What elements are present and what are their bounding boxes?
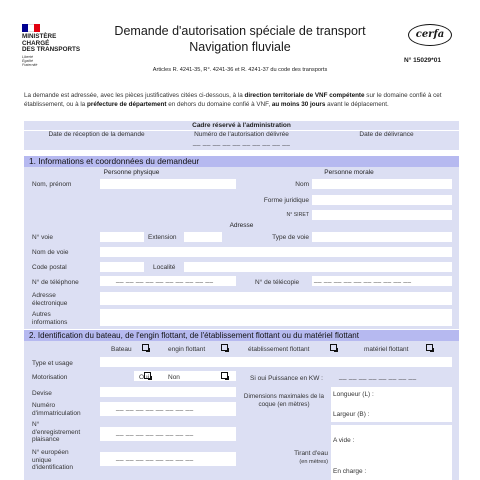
num-immat-label [32, 402, 81, 417]
autres-info-field[interactable] [100, 309, 452, 326]
oui-label: Oui [139, 374, 150, 381]
label-line: Adresse [32, 292, 56, 299]
admin-col-number: Numéro de l'autorisation délivrée [194, 131, 289, 138]
cerfa-logo: cerfa [408, 24, 452, 46]
siret-field[interactable] [312, 210, 452, 220]
legal-articles: Articles R. 4241-35, R°. 4241-36 et R. 4241-37 du code des transports [152, 67, 328, 73]
nom-field[interactable] [312, 179, 452, 189]
motto-line: Égalité [22, 59, 33, 64]
materiel-label: matériel flottant [364, 346, 409, 353]
puissance-field[interactable]: __ __ __ __ __ __ __ __ [339, 373, 417, 380]
etablissement-label: établissement flottant [248, 346, 310, 353]
autres-info-label [32, 311, 67, 326]
puissance-label: Si oui Puissance en KW : [250, 375, 323, 382]
intro-bold: préfecture de département [87, 100, 167, 108]
section2-header: 2. Identification du bateau, de l'engin flottant, de l'établissement flottant ou du matériel flottant [24, 330, 459, 341]
motorisation-label: Motorisation [32, 374, 68, 381]
admin-number-field[interactable]: __ __ __ __ __ __ __ __ __ __ [192, 139, 291, 146]
label-line: N° européen [32, 449, 69, 456]
type-usage-field[interactable] [100, 357, 452, 367]
label-line: d'enregistrement [32, 428, 81, 436]
label-line: d'immatriculation [32, 409, 81, 417]
form-number: N° 15029*01 [404, 57, 441, 64]
n-voie-field[interactable] [100, 232, 144, 242]
localite-field[interactable] [184, 262, 452, 272]
admin-title: Cadre réservé à l'administration [192, 122, 291, 129]
intro-paragraph [24, 92, 459, 110]
adresse-header: Adresse [229, 222, 254, 229]
motto-line: Fraternité [22, 63, 38, 68]
intro-text: en dehors du domaine confié à VNF, [166, 100, 272, 108]
intro-text: La demande est adressée, avec les pièces justificatives citées ci-dessous, à la [24, 92, 245, 99]
bateau-checkbox[interactable] [142, 344, 149, 351]
republic-motto [22, 55, 37, 68]
engin-label: engin flottant [168, 346, 206, 353]
type-voie-label: Type de voie [272, 234, 309, 241]
label-line: électronique [32, 299, 68, 307]
ministry-line: MINISTÈRE [22, 33, 57, 40]
materiel-checkbox[interactable] [426, 344, 433, 351]
ministry-line: DES TRANSPORTS [22, 46, 81, 54]
form-title: Demande d'autorisation spéciale de transport [114, 24, 366, 38]
localite-label: Localité [153, 264, 176, 271]
engin-checkbox[interactable] [221, 344, 228, 351]
num-europeen-label [32, 449, 73, 472]
intro-text: avant le déplacement. [325, 100, 389, 108]
label-line: d'identification [32, 464, 73, 471]
telephone-dashes: __ __ __ __ __ __ __ __ __ __ [116, 276, 214, 283]
label-line: Autres [32, 311, 51, 318]
num-enreg-label [32, 421, 80, 444]
code-postal-field[interactable] [100, 262, 144, 272]
tirant-unit: (en mètres) [299, 459, 328, 465]
ministry-name [22, 34, 80, 54]
code-postal-label: Code postal [32, 264, 67, 271]
marianne-flag-icon [22, 24, 40, 32]
intro-text: sur le domaine confié à cet établissement, ou à la [24, 92, 442, 108]
non-label: Non [168, 374, 180, 381]
intro-bold: au moins 30 jours [271, 100, 326, 108]
nom-voie-label: Nom de voie [32, 249, 69, 256]
telephone-label: N° de téléphone [32, 279, 79, 286]
label-line: unique [32, 456, 52, 464]
admin-col-reception: Date de réception de la demande [48, 131, 145, 138]
num-enreg-dashes: __ __ __ __ __ __ __ __ [116, 429, 194, 436]
longueur-label: Longueur (L) : [333, 391, 374, 398]
n-voie-label: N° voie [32, 234, 54, 241]
telecopie-dashes: __ __ __ __ __ __ __ __ __ __ [314, 276, 412, 283]
label-line: Numéro [32, 402, 56, 409]
largeur-label: Largeur (B) : [333, 411, 370, 418]
type-usage-label: Type et usage [32, 360, 73, 367]
type-voie-field[interactable] [312, 232, 452, 242]
nom-prenom-label: Nom, prénom [32, 181, 72, 188]
num-immat-dashes: __ __ __ __ __ __ __ __ [116, 404, 194, 411]
intro-bold: direction territoriale de VNF compétente [244, 92, 365, 99]
adresse-elec-label [32, 292, 67, 307]
extension-label: Extension [148, 234, 177, 241]
extension-field[interactable] [184, 232, 222, 242]
dimensions-label: Dimensions maximales de la coque (en mètres) [243, 393, 325, 408]
non-checkbox[interactable] [221, 372, 228, 379]
person-physical-label: Personne physique [103, 169, 160, 176]
forme-juridique-label: Forme juridique [263, 197, 309, 204]
tirant-label: Tirant d'eau [294, 450, 328, 457]
form-subtitle: Navigation fluviale [189, 40, 291, 54]
devise-label: Devise [32, 390, 52, 397]
etablissement-checkbox[interactable] [330, 344, 337, 351]
admin-col-date: Date de délivrance [359, 131, 414, 138]
siret-label: N° SIRET [286, 212, 309, 218]
telecopie-label: N° de télécopie [255, 279, 300, 286]
ministry-line: CHARGÉ [22, 39, 50, 47]
label-line: informations [32, 318, 68, 326]
person-moral-label: Personne morale [324, 169, 374, 176]
en-charge-label: En charge : [333, 468, 367, 475]
forme-juridique-field[interactable] [312, 195, 452, 205]
nom-prenom-field[interactable] [100, 179, 236, 189]
label-line: N° [32, 421, 40, 428]
adresse-elec-field[interactable] [100, 292, 452, 305]
label-line: plaisance [32, 436, 60, 443]
oui-checkbox[interactable] [144, 372, 151, 379]
a-vide-label: A vide : [333, 437, 355, 444]
nom-label: Nom [295, 181, 309, 188]
num-europeen-dashes: __ __ __ __ __ __ __ __ [116, 454, 194, 461]
motto-line: Liberté [22, 55, 33, 59]
section1-header: 1. Informations et coordonnées du demandeur [24, 156, 459, 167]
nom-voie-field[interactable] [100, 247, 452, 257]
bateau-label: Bateau [111, 346, 132, 353]
devise-field[interactable] [100, 387, 236, 397]
